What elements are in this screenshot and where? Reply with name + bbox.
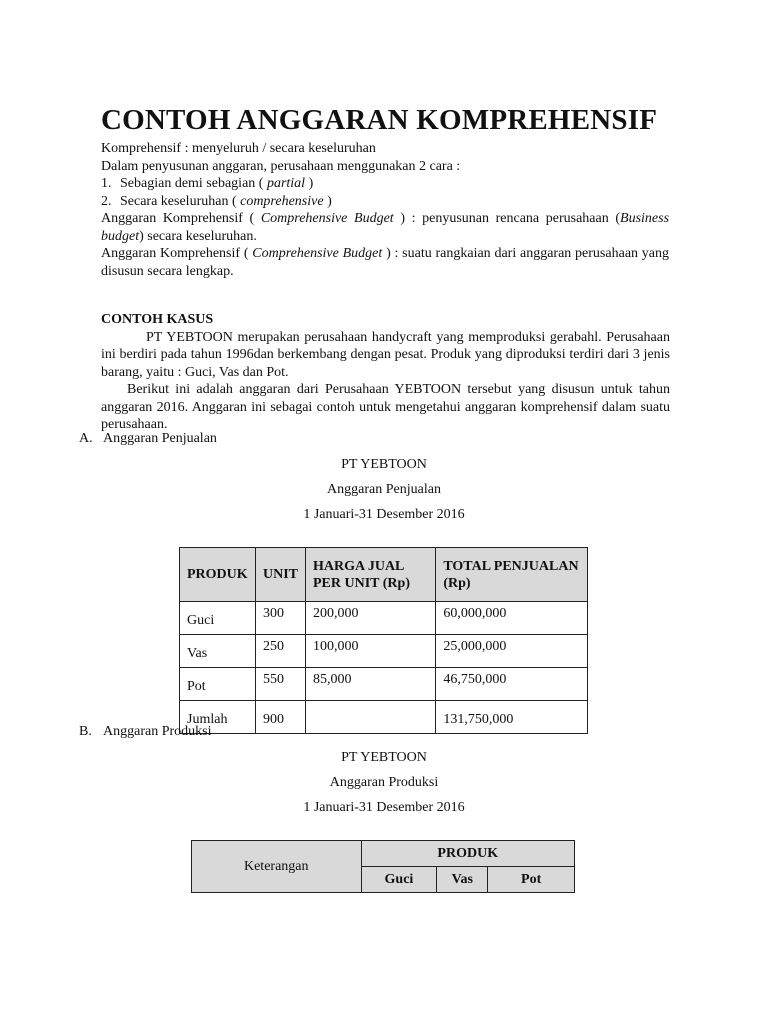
section-label: Anggaran Produksi [103, 724, 212, 739]
header-harga-jual: HARGA JUAL PER UNIT (Rp) [306, 548, 436, 602]
header-vas: Vas [437, 867, 488, 893]
table-row [180, 635, 588, 668]
cell-produk: Guci [180, 602, 256, 635]
intro-section [101, 140, 669, 280]
cell-produk: Jumlah [180, 701, 256, 734]
table-header-row [192, 841, 575, 867]
section-label: Anggaran Penjualan [103, 431, 217, 446]
section-b-heading [79, 723, 212, 740]
table-row [180, 668, 588, 701]
table-header-row [180, 548, 588, 602]
section-letter: A. [79, 431, 93, 446]
section-letter: B. [79, 724, 92, 739]
method-item-number: 2. [101, 193, 112, 209]
case-paragraph-company: PT YEBTOON merupakan perusahaan handycraft yang memproduksi gerabahl. Perusahaan ini berdiri pada tahun 1996dan berkembang dengan pesat. Produk yang diproduksi terdiri dari 3 jenis barang, yaitu : Guci, Vas dan Pot. [101, 329, 670, 380]
production-budget-period: 1 Januari-31 Desember 2016 [303, 800, 465, 815]
cell-unit: 900 [255, 701, 305, 734]
cell-harga: 200,000 [306, 602, 436, 635]
method-item-text: Sebagian demi sebagian ( partial ) [120, 176, 314, 191]
header-produk: PRODUK [361, 841, 574, 867]
cell-unit: 250 [255, 635, 305, 668]
table-row [180, 602, 588, 635]
sales-budget-period: 1 Januari-31 Desember 2016 [303, 507, 465, 522]
header-keterangan: Keterangan [192, 841, 362, 893]
cell-harga: 100,000 [306, 635, 436, 668]
header-unit: UNIT [255, 548, 305, 602]
cell-produk: Pot [180, 668, 256, 701]
case-paragraph-budget: Berikut ini adalah anggaran dari Perusahaan YEBTOON tersebut yang disusun untuk tahun anggaran 2016. Anggaran ini sebagai contoh untuk mengetahui anggaran komprehensif dalam suatu perusahaan. [101, 382, 670, 432]
cell-produk: Vas [180, 635, 256, 668]
production-company-name: PT YEBTOON [341, 750, 427, 765]
cell-unit: 300 [255, 602, 305, 635]
header-pot: Pot [488, 867, 575, 893]
cell-harga [306, 701, 436, 734]
header-total-penjualan: TOTAL PENJUALAN (Rp) [436, 548, 588, 602]
production-budget-title: Anggaran Produksi [329, 775, 439, 790]
intro-methods: Dalam penyusunan anggaran, perusahaan menggunakan 2 cara : [101, 158, 461, 174]
intro-definition: Komprehensif : menyeluruh / secara keseluruhan [101, 141, 376, 156]
definition-business-budget: Anggaran Komprehensif ( Comprehensive Budget ) : penyusunan rencana perusahaan (Business budget) secara keseluruhan. [101, 211, 670, 244]
case-section [101, 311, 670, 434]
document-title: CONTOH ANGGARAN KOMPREHENSIF [101, 104, 658, 136]
method-item-number: 1. [101, 176, 112, 191]
cell-total: 60,000,000 [436, 602, 588, 635]
production-budget-table [191, 840, 575, 893]
cell-total: 46,750,000 [436, 668, 588, 701]
header-guci: Guci [361, 867, 437, 893]
sales-budget-title: Anggaran Penjualan [327, 482, 441, 497]
cell-total: 25,000,000 [436, 635, 588, 668]
sales-budget-table [179, 547, 588, 734]
case-heading: CONTOH KASUS [101, 312, 214, 327]
cell-harga: 85,000 [306, 668, 436, 701]
table-total-row [180, 701, 588, 734]
cell-unit: 550 [255, 668, 305, 701]
definition-complete-budget: Anggaran Komprehensif ( Comprehensive Budget ) : suatu rangkaian dari anggaran perusahaan yang disusun secara lengkap. [101, 246, 670, 279]
method-item-text: Secara keseluruhan ( comprehensive ) [120, 193, 332, 209]
header-produk: PRODUK [180, 548, 256, 602]
method-item-partial [101, 175, 669, 193]
cell-total: 131,750,000 [436, 701, 588, 734]
method-item-comprehensive [101, 193, 669, 211]
section-a-heading [79, 430, 217, 447]
sales-company-name: PT YEBTOON [341, 457, 427, 472]
